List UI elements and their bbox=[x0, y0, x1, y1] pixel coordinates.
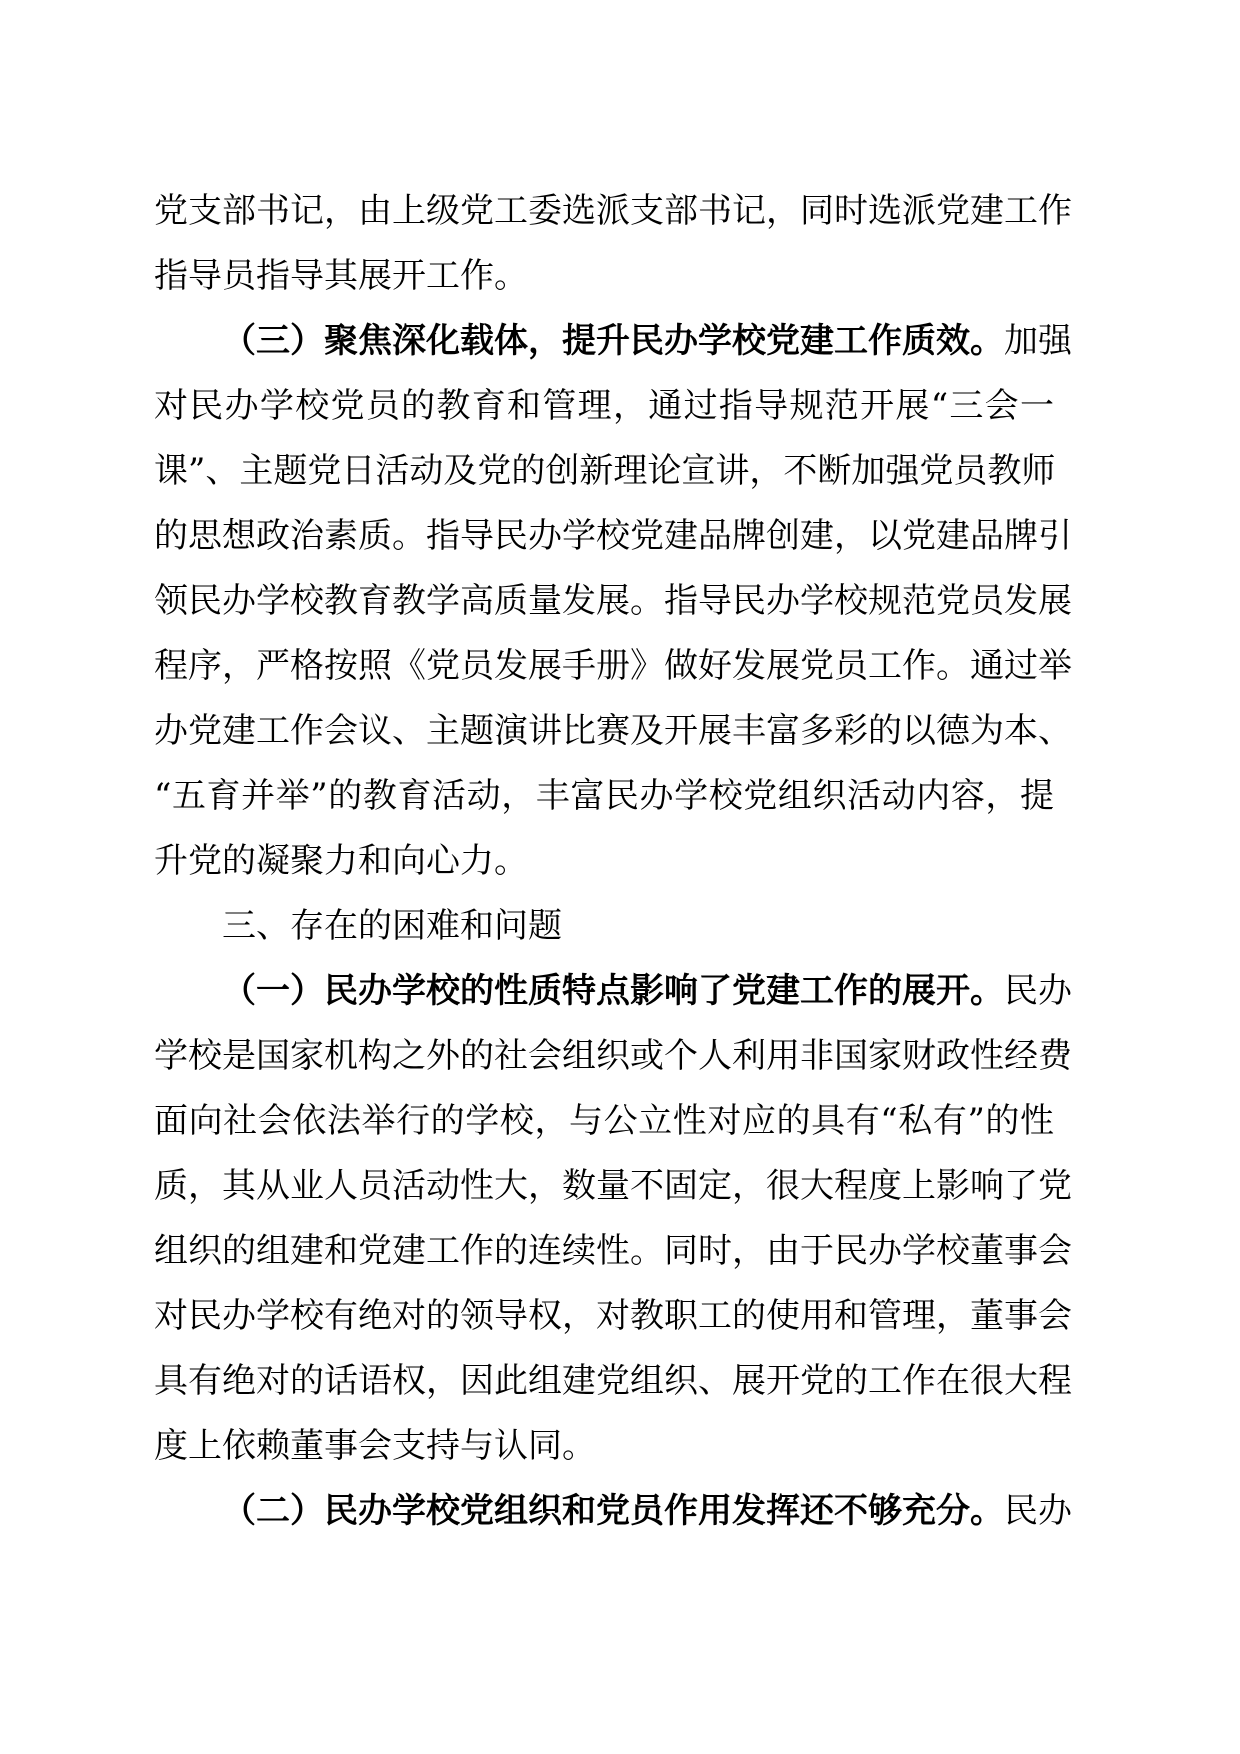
section-3-heading: （三）聚焦深化载体，提升民办学校党建工作质效。 bbox=[222, 321, 1004, 361]
paragraph-line: 办党建工作会议、主题演讲比赛及开展丰富多彩的以德为本、 bbox=[154, 711, 1072, 751]
problem-2-heading: （二）民办学校党组织和党员作用发挥还不够充分。 bbox=[222, 1491, 1004, 1531]
paragraph-line: 的思想政治素质。指导民办学校党建品牌创建，以党建品牌引 bbox=[154, 516, 1072, 556]
paragraph-line: 质，其从业人员活动性大，数量不固定，很大程度上影响了党 bbox=[154, 1166, 1072, 1206]
paragraph-line: 面向社会依法举行的学校，与公立性对应的具有“私有”的性 bbox=[154, 1101, 1054, 1141]
paragraph-line: 领民办学校教育教学高质量发展。指导民办学校规范党员发展 bbox=[154, 581, 1072, 621]
paragraph-line: 度上依赖董事会支持与认同。 bbox=[154, 1426, 596, 1466]
paragraph-line: 升党的凝聚力和向心力。 bbox=[154, 841, 528, 881]
paragraph-line: 对民办学校有绝对的领导权，对教职工的使用和管理，董事会 bbox=[154, 1296, 1072, 1336]
paragraph-line: 对民办学校党员的教育和管理，通过指导规范开展“三会一 bbox=[154, 386, 1054, 426]
paragraph-line: 学校是国家机构之外的社会组织或个人利用非国家财政性经费 bbox=[154, 1036, 1072, 1076]
section-3-paragraph-first-line bbox=[222, 310, 1072, 372]
paragraph-line: “五育并举”的教育活动，丰富民办学校党组织活动内容，提 bbox=[154, 776, 1054, 816]
paragraph-line: 党支部书记，由上级党工委选派支部书记，同时选派党建工作 bbox=[154, 191, 1072, 231]
problem-1-heading: （一）民办学校的性质特点影响了党建工作的展开。 bbox=[222, 971, 1004, 1011]
paragraph-line: 具有绝对的话语权，因此组建党组织、展开党的工作在很大程 bbox=[154, 1361, 1072, 1401]
part-3-title: 三、存在的困难和问题 bbox=[222, 906, 562, 946]
paragraph-line: 课”、主题党日活动及党的创新理论宣讲，不断加强党员教师 bbox=[154, 451, 1056, 491]
problem-1-text-start: 民办 bbox=[1004, 971, 1072, 1011]
paragraph-line: 程序，严格按照《党员发展手册》做好发展党员工作。通过举 bbox=[154, 646, 1072, 686]
paragraph-line: 组织的组建和党建工作的连续性。同时，由于民办学校董事会 bbox=[154, 1231, 1072, 1271]
problem-1-paragraph-first-line bbox=[222, 960, 1072, 1022]
section-3-text-start: 加强 bbox=[1004, 321, 1072, 361]
paragraph-line: 指导员指导其展开工作。 bbox=[154, 256, 528, 296]
problem-2-text-start: 民办 bbox=[1004, 1491, 1072, 1531]
problem-2-paragraph-first-line bbox=[222, 1480, 1072, 1542]
